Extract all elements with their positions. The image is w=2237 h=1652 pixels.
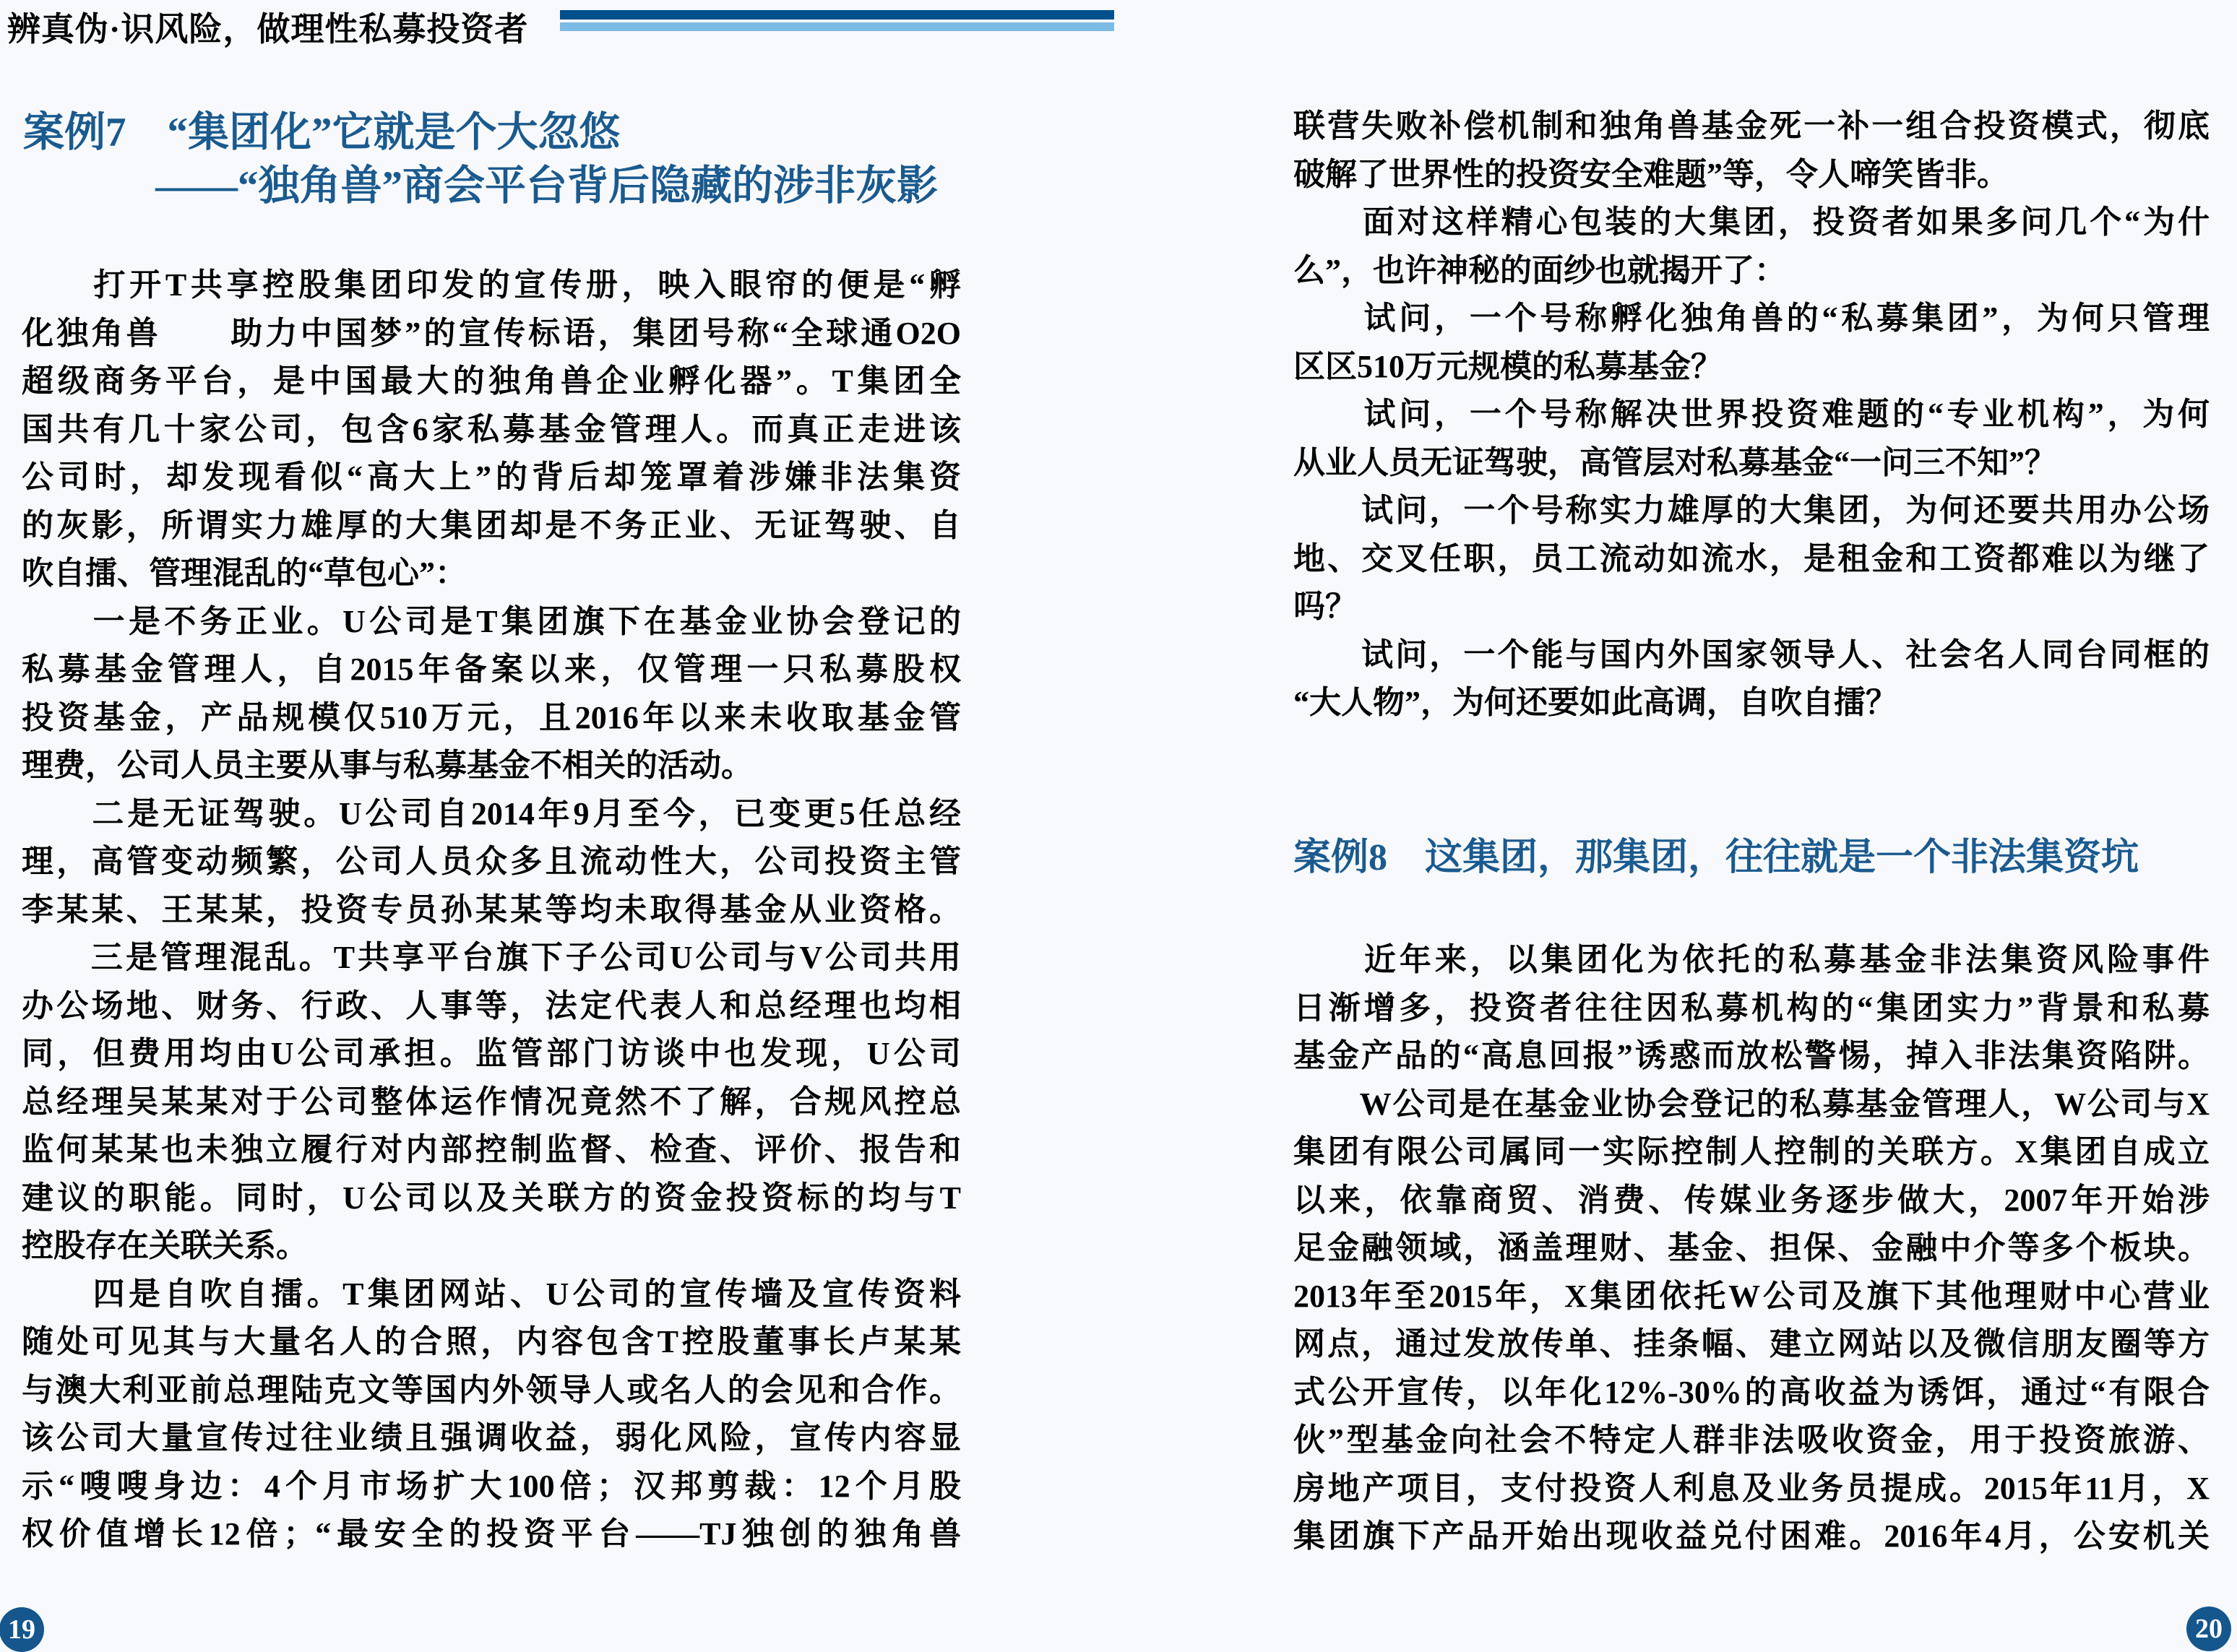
text-line: 试问，一个号称实力雄厚的大集团，为何还要共用办公场 xyxy=(1293,493,2210,528)
text-line: 试问，一个号称解决世界投资难题的“专业机构”，为何 xyxy=(1293,397,2210,432)
text-line: 网点，通过发放传单、挂条幅、建立网站以及微信朋友圈等方 xyxy=(1293,1326,2210,1362)
header-bar-light xyxy=(560,22,1114,31)
text-line: 试问，一个能与国内外国家领导人、社会名人同台同框的 xyxy=(1293,636,2210,673)
text-line: 理费，公司人员主要从事与私募基金不相关的活动。 xyxy=(22,748,753,783)
text-line: 化独角兽 助力中国梦”的宣传标语，集团号称“全球通O2O xyxy=(22,315,961,351)
text-line: 与澳大利亚前总理陆克文等国内外领导人或名人的会见和合作。 xyxy=(22,1372,961,1408)
text-line: 基金产品的“高息回报”诱惑而放松警惕，掉入非法集资陷阱。 xyxy=(1293,1038,2210,1073)
text-line: 伙”型基金向社会不特定人群非法吸收资金，用于投资旅游、 xyxy=(1293,1422,2210,1458)
text-line: 式公开宣传，以年化12%-30%的高收益为诱饵，通过“有限合 xyxy=(1293,1374,2210,1410)
text-line: 监何某某也未独立履行对内部控制监督、检查、评价、报告和 xyxy=(22,1132,961,1167)
text-line: 李某某、王某某，投资专员孙某某等均未取得基金从业资格。 xyxy=(22,891,961,927)
text-line: 该公司大量宣传过往业绩且强调收益，弱化风险，宣传内容显 xyxy=(22,1420,961,1456)
text-line: 集团有限公司属同一实际控制人控制的关联方。X集团自成立 xyxy=(1293,1134,2210,1169)
case7-title-line1: 案例7 “集团化”它就是个大忽悠 xyxy=(23,110,621,155)
case7-title-line2: ——“独角兽”商会平台背后隐藏的涉非灰影 xyxy=(155,163,938,209)
text-line: “大人物”，为何还要如此高调，自吹自擂？ xyxy=(1293,685,1897,720)
left-page-body-text xyxy=(22,261,961,1559)
text-line: 房地产项目，支付投资人利息及业务员提成。2015年11月，X xyxy=(1293,1470,2210,1506)
text-line: 近年来，以集团化为依托的私募基金非法集资风险事件 xyxy=(1293,942,2210,977)
text-line: 2013年至2015年，X集团依托W公司及旗下其他理财中心营业 xyxy=(1293,1278,2210,1314)
text-line: 足金融领域，涵盖理财、基金、担保、金融中介等多个板块。 xyxy=(1293,1230,2210,1266)
text-line: W公司是在基金业协会登记的私募基金管理人，W公司与X xyxy=(1293,1086,2210,1122)
text-line: 么”，也许神秘的面纱也就揭开了： xyxy=(1293,252,1786,288)
text-line: 超级商务平台，是中国最大的独角兽企业孵化器”。T集团全 xyxy=(22,363,961,399)
text-line: 吗？ xyxy=(1293,589,1357,624)
text-line: 地、交叉任职，员工流动如流水，是租金和工资都难以为继了 xyxy=(1293,540,2210,576)
text-line: 试问，一个号称孵化独角兽的“私募集团”，为何只管理 xyxy=(1293,300,2210,336)
text-line: 的灰影，所谓实力雄厚的大集团却是不务正业、无证驾驶、自 xyxy=(22,507,961,543)
page-header-title: 辨真伪·识风险，做理性私募投资者 xyxy=(7,11,529,48)
text-line: 破解了世界性的投资安全难题”等，令人啼笑皆非。 xyxy=(1293,156,2009,192)
header-bar-dark xyxy=(560,10,1114,20)
text-line: 区区510万元规模的私募基金？ xyxy=(1293,348,1723,384)
text-line: 控股存在关联关系。 xyxy=(22,1228,308,1263)
text-line: 建议的职能。同时，U公司以及关联方的资金投资标的均与T xyxy=(22,1180,961,1216)
right-page-body-text-bottom xyxy=(1293,936,2210,1561)
text-line: 公司时，却发现看似“高大上”的背后却笼罩着涉嫌非法集资 xyxy=(22,459,961,495)
page-number-20: 20 xyxy=(2195,1614,2223,1644)
text-line: 面对这样精心包装的大集团，投资者如果多问几个“为什 xyxy=(1293,204,2210,240)
text-line: 三是管理混乱。T共享平台旗下子公司U公司与V公司共用 xyxy=(22,940,961,975)
case8-title: 案例8 这集团，那集团，往往就是一个非法集资坑 xyxy=(1293,837,2139,878)
text-line: 四是自吹自擂。T集团网站、U公司的宣传墙及宣传资料 xyxy=(22,1276,961,1312)
text-line: 国共有几十家公司，包含6家私募基金管理人。而真正走进该 xyxy=(22,411,961,447)
text-line: 联营失败补偿机制和独角兽基金死一补一组合投资模式，彻底 xyxy=(1293,108,2210,144)
text-line: 办公场地、财务、行政、人事等，法定代表人和总经理也均相 xyxy=(22,987,961,1024)
text-line: 以来，依靠商贸、消费、传媒业务逐步做大，2007年开始涉 xyxy=(1293,1182,2210,1218)
right-page-body-text-top xyxy=(1293,103,2210,727)
text-line: 示“嗖嗖身边：4个月市场扩大100倍；汉邦剪裁：12个月股 xyxy=(22,1468,961,1504)
text-line: 权价值增长12倍；“最安全的投资平台——TJ独创的独角兽 xyxy=(22,1516,961,1552)
text-line: 私募基金管理人，自2015年备案以来，仅管理一只私募股权 xyxy=(22,652,961,687)
text-line: 随处可见其与大量名人的合照，内容包含T控股董事长卢某某 xyxy=(22,1324,961,1359)
text-line: 从业人员无证驾驶，高管层对私募基金“一问三不知”？ xyxy=(1293,444,2056,480)
text-line: 二是无证驾驶。U公司自2014年9月至今，已变更5任总经 xyxy=(22,795,961,831)
text-line: 同，但费用均由U公司承担。监管部门访谈中也发现，U公司 xyxy=(22,1036,961,1071)
text-line: 打开T共享控股集团印发的宣传册，映入眼帘的便是“孵 xyxy=(22,267,961,303)
page-number-badge-20 xyxy=(2186,1606,2231,1651)
text-line: 集团旗下产品开始出现收益兑付困难。2016年4月，公安机关 xyxy=(1293,1518,2210,1554)
text-line: 一是不务正业。U公司是T集团旗下在基金业协会登记的 xyxy=(22,603,961,639)
page-number-19: 19 xyxy=(8,1614,35,1645)
text-line: 总经理吴某某对于公司整体运作情况竟然不了解，合规风控总 xyxy=(22,1084,961,1120)
text-line: 吹自擂、管理混乱的“草包心”： xyxy=(22,555,467,591)
text-line: 日渐增多，投资者往往因私募机构的“集团实力”背景和私募 xyxy=(1293,990,2210,1026)
page-number-badge-19 xyxy=(0,1607,44,1652)
text-line: 投资基金，产品规模仅510万元，且2016年以来未收取基金管 xyxy=(22,699,961,735)
text-line: 理，高管变动频繁，公司人员众多且流动性大，公司投资主管 xyxy=(22,844,961,879)
